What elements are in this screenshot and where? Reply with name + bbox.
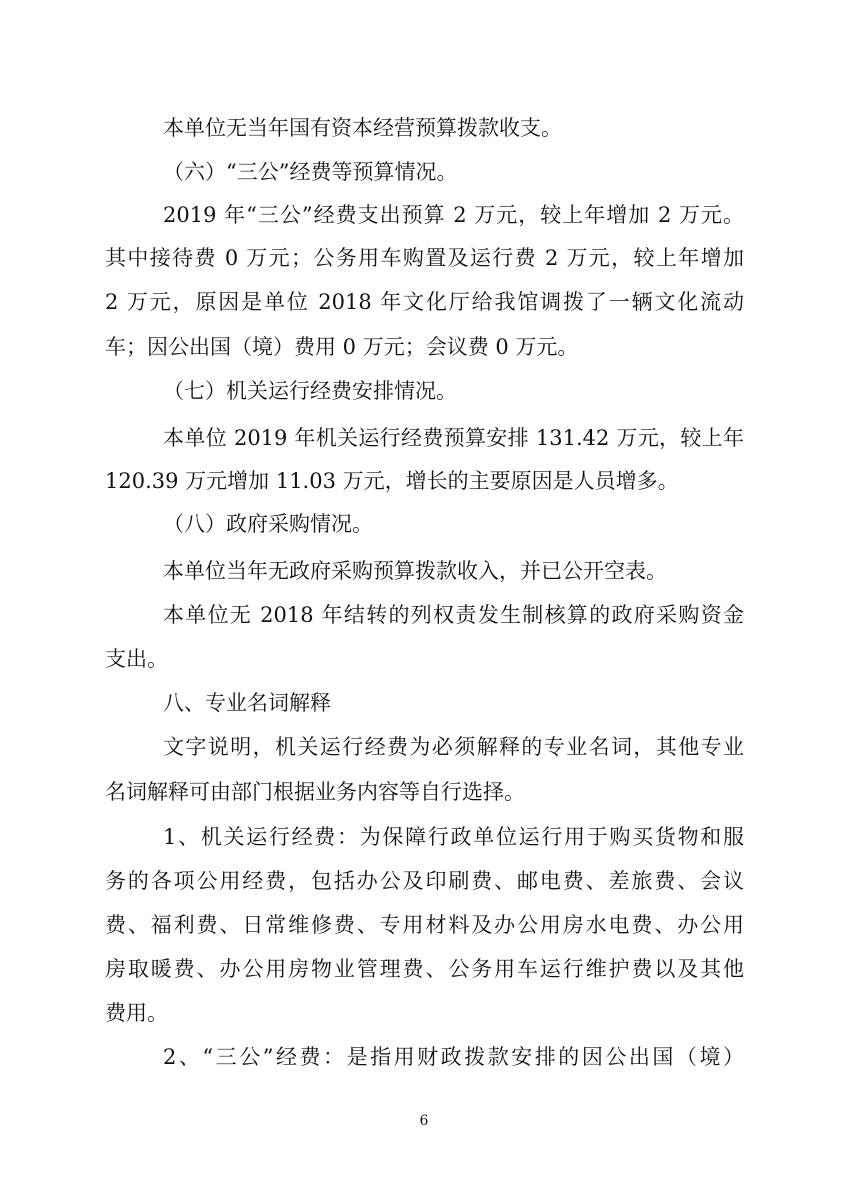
paragraph-line: 本单位当年无政府采购预算拨款收入，并已公开空表。 [163, 559, 667, 583]
paragraph-line: 务的各项公用经费，包括办公及印刷费、邮电费、差旅费、会议 [105, 869, 744, 893]
paragraph-line: 文字说明，机关运行经费为必须解释的专业名词，其他专业 [163, 735, 744, 759]
section-heading: （六）“三公”经费等预算情况。 [163, 160, 458, 184]
paragraph-line: 费、福利费、日常维修费、专用材料及办公用房水电费、办公用 [105, 913, 744, 937]
paragraph-line: 本单位无 2018 年结转的列权责发生制核算的政府采购资金 [163, 603, 744, 627]
paragraph-line: 支出。 [105, 647, 168, 671]
paragraph-line: 2 万元，原因是单位 2018 年文化厅给我馆调拨了一辆文化流动 [105, 290, 744, 314]
paragraph-line: 本单位 2019 年机关运行经费预算安排 131.42 万元，较上年 [163, 426, 744, 450]
paragraph-line: 车；因公出国（境）费用 0 万元；会议费 0 万元。 [105, 335, 579, 359]
paragraph-line: 2、“三公”经费：是指用财政拨款安排的因公出国（境） [163, 1045, 744, 1069]
paragraph-line: 房取暖费、办公用房物业管理费、公务用车运行维护费以及其他 [105, 957, 744, 981]
section-heading: （七）机关运行经费安排情况。 [163, 379, 457, 403]
paragraph-line: 名词解释可由部门根据业务内容等自行选择。 [105, 780, 525, 804]
paragraph-line: 1、机关运行经费：为保障行政单位运行用于购买货物和服 [163, 825, 744, 849]
paragraph-line: 本单位无当年国有资本经营预算拨款收支。 [163, 116, 562, 140]
section-heading: （八）政府采购情况。 [163, 512, 373, 536]
paragraph-line: 其中接待费 0 万元；公务用车购置及运行费 2 万元，较上年增加 [105, 246, 744, 270]
paragraph-line: 2019 年“三公”经费支出预算 2 万元，较上年增加 2 万元。 [163, 203, 744, 227]
page-number: 6 [419, 1113, 429, 1129]
paragraph-line: 费用。 [105, 1001, 168, 1025]
paragraph-line: 120.39 万元增加 11.03 万元，增长的主要原因是人员增多。 [105, 469, 679, 493]
section-heading: 八、专业名词解释 [163, 691, 331, 715]
